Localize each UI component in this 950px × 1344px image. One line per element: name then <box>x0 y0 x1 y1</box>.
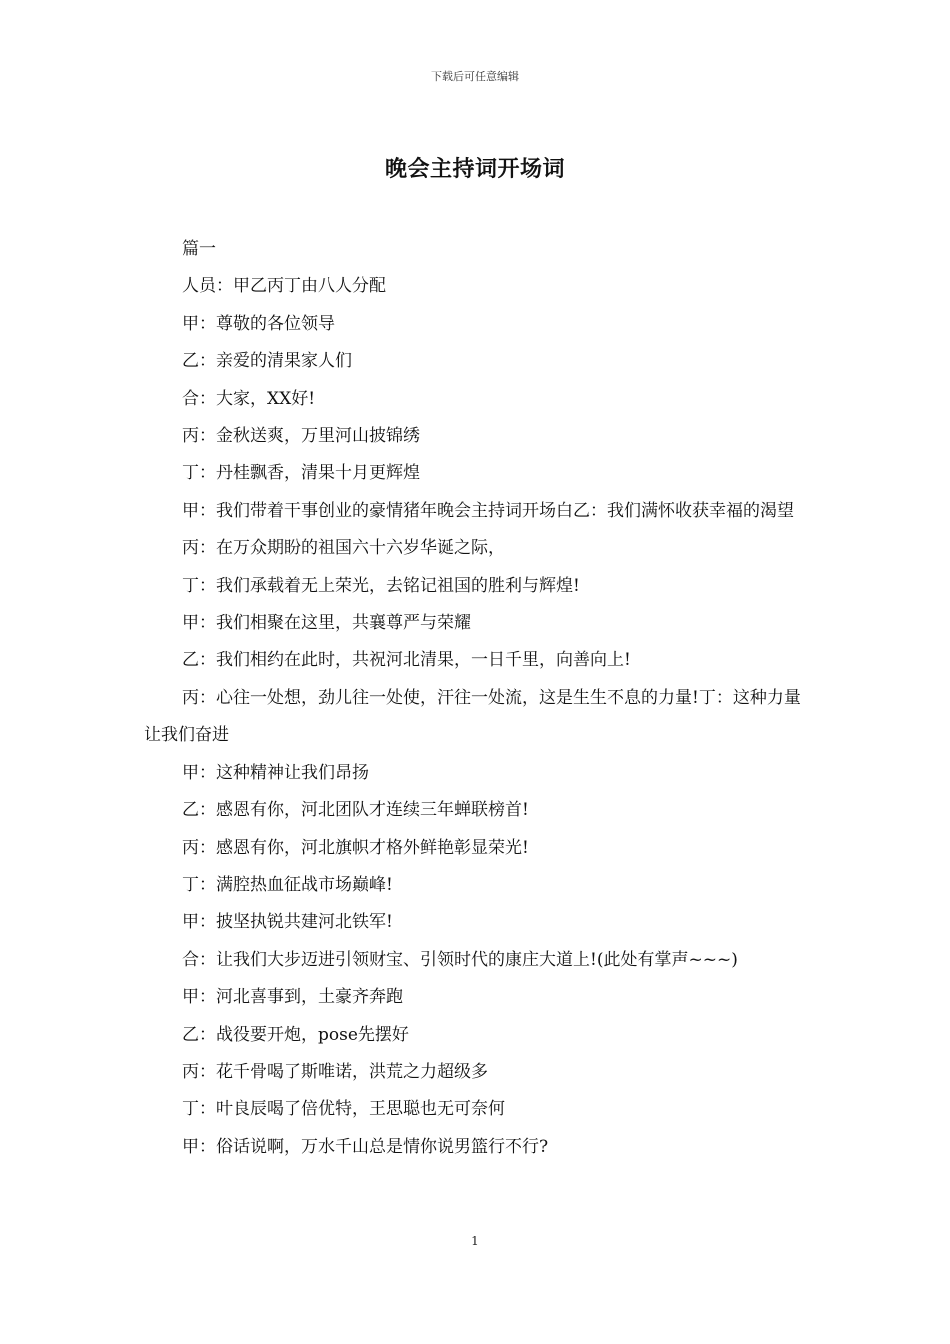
paragraph: 乙：战役要开炮，pose先摆好 <box>182 1024 409 1045</box>
paragraph: 丙：金秋送爽，万里河山披锦绣 <box>182 426 420 447</box>
paragraph: 乙：感恩有你，河北团队才连续三年蝉联榜首! <box>182 800 529 821</box>
paragraph: 丙：在万众期盼的祖国六十六岁华诞之际， <box>182 538 505 559</box>
paragraph: 甲：我们相聚在这里，共襄尊严与荣耀 <box>182 613 471 634</box>
paragraph: 丁：我们承载着无上荣光，去铭记祖国的胜利与辉煌! <box>182 575 580 596</box>
header-note: 下载后可任意编辑 <box>431 70 519 83</box>
paragraph: 人员：甲乙丙丁由八人分配 <box>182 276 386 297</box>
paragraph: 丙：花千骨喝了斯唯诺，洪荒之力超级多 <box>182 1061 488 1082</box>
paragraph: 篇一 <box>182 239 216 259</box>
paragraph: 丁：叶良辰喝了倍优特，王思聪也无可奈何 <box>182 1099 505 1120</box>
page-number: 1 <box>471 1234 479 1248</box>
paragraph: 丙：心往一处想，劲儿往一处使，汗往一处流，这是生生不息的力量!丁：这种力量让我们奋进 <box>144 687 801 746</box>
paragraph: 甲：披坚执锐共建河北铁军! <box>182 912 393 933</box>
paragraph: 丙：感恩有你，河北旗帜才格外鲜艳彰显荣光! <box>182 837 529 858</box>
paragraph: 甲：尊敬的各位领导 <box>182 313 335 334</box>
paragraph: 丁：丹桂飘香，清果十月更辉煌 <box>182 463 420 484</box>
paragraph: 合：大家，XX好! <box>182 388 316 409</box>
paragraph: 乙：我们相约在此时，共祝河北清果，一日千里，向善向上! <box>182 650 631 671</box>
document-title: 晚会主持词开场词 <box>384 156 565 182</box>
paragraph: 乙：亲爱的清果家人们 <box>182 351 352 372</box>
paragraph: 甲：我们带着干事创业的豪情猪年晚会主持词开场白乙：我们满怀收获幸福的渴望 <box>182 500 794 521</box>
document-body <box>144 231 808 1166</box>
paragraph: 甲：这种精神让我们昂扬 <box>182 762 369 783</box>
paragraph: 合：让我们大步迈进引领财宝、引领时代的康庄大道上!(此处有掌声~~~) <box>182 949 738 970</box>
paragraph: 甲：河北喜事到，土豪齐奔跑 <box>182 987 403 1008</box>
paragraph: 甲：俗话说啊，万水千山总是情你说男篮行不行? <box>182 1136 549 1157</box>
paragraph: 丁：满腔热血征战市场巅峰! <box>182 874 393 895</box>
